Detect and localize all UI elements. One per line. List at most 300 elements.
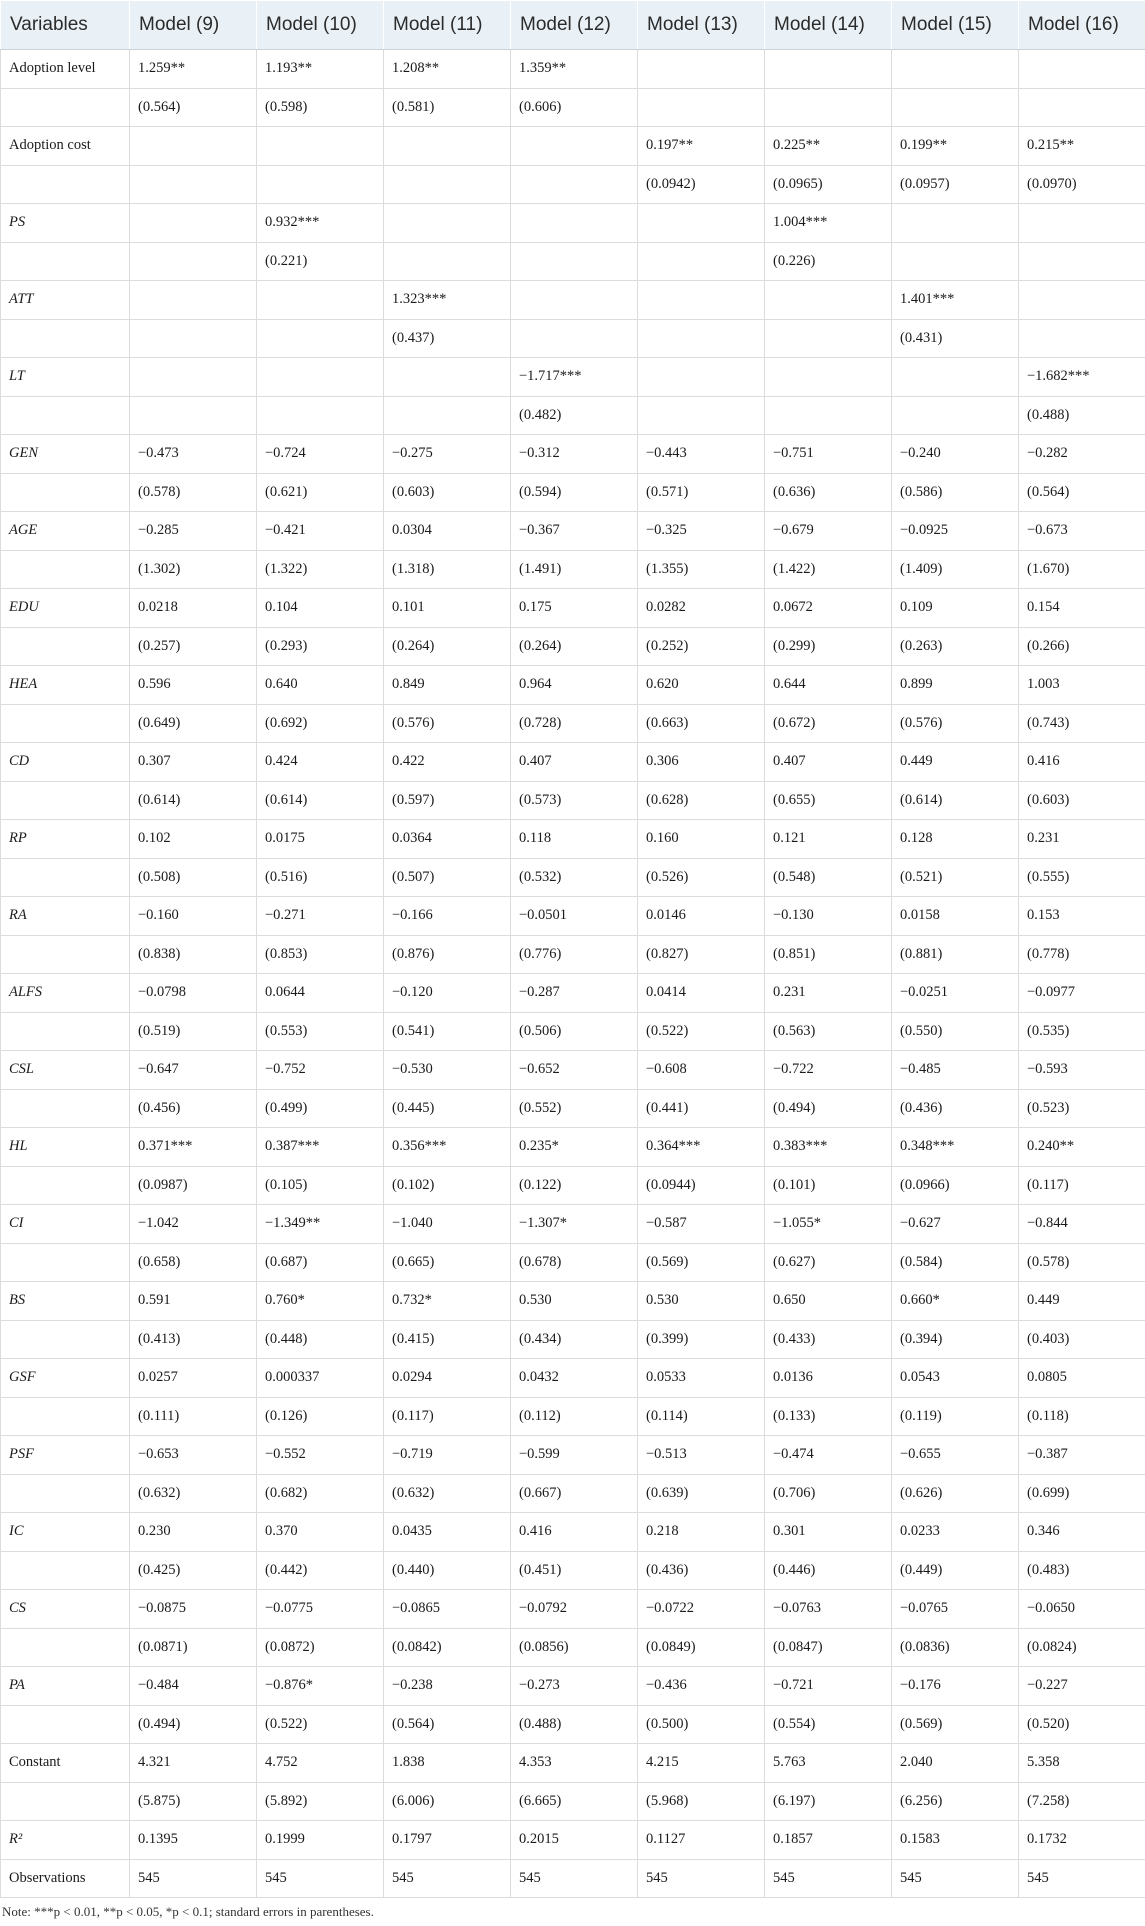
- variable-name-cell: PSF: [1, 1436, 130, 1475]
- value-cell-model-14: −0.0763: [765, 1590, 892, 1629]
- value-cell-model-12: (0.594): [511, 473, 638, 512]
- value-cell-model-15: (0.584): [892, 1243, 1019, 1282]
- value-cell-model-14: (0.101): [765, 1166, 892, 1205]
- column-header-variables: Variables: [1, 1, 130, 50]
- value-cell-model-16: 0.416: [1019, 743, 1145, 782]
- value-cell-model-14: 0.407: [765, 743, 892, 782]
- value-cell-model-10: (0.448): [257, 1320, 384, 1359]
- table-row: [1, 1320, 1145, 1359]
- value-cell-model-9: −0.473: [130, 435, 257, 474]
- value-cell-model-12: 0.2015: [511, 1821, 638, 1860]
- table-body: [1, 50, 1145, 1898]
- value-cell-model-15: −0.485: [892, 1051, 1019, 1090]
- value-cell-model-15: 0.660*: [892, 1282, 1019, 1321]
- value-cell-model-16: (0.118): [1019, 1397, 1145, 1436]
- variable-name-cell: [1, 473, 130, 512]
- value-cell-model-15: 0.0158: [892, 897, 1019, 936]
- value-cell-model-13: (0.628): [638, 781, 765, 820]
- table-row: [1, 1628, 1145, 1667]
- value-cell-model-13: (0.522): [638, 1012, 765, 1051]
- value-cell-model-9: (0.564): [130, 88, 257, 127]
- variable-name-cell: CI: [1, 1205, 130, 1244]
- value-cell-model-16: 0.215**: [1019, 127, 1145, 166]
- value-cell-model-10: (0.221): [257, 242, 384, 281]
- table-row: [1, 1705, 1145, 1744]
- variable-name-cell: ALFS: [1, 974, 130, 1013]
- variable-name-cell: LT: [1, 358, 130, 397]
- value-cell-model-15: (0.0957): [892, 165, 1019, 204]
- value-cell-model-12: 1.359**: [511, 50, 638, 89]
- variable-name-cell: [1, 1551, 130, 1590]
- value-cell-model-14: 5.763: [765, 1744, 892, 1783]
- value-cell-model-14: −1.055*: [765, 1205, 892, 1244]
- value-cell-model-13: (0.663): [638, 704, 765, 743]
- table-row: [1, 88, 1145, 127]
- value-cell-model-11: (0.564): [384, 1705, 511, 1744]
- value-cell-model-9: (0.519): [130, 1012, 257, 1051]
- value-cell-model-13: [638, 396, 765, 435]
- value-cell-model-14: −0.722: [765, 1051, 892, 1090]
- table-row: [1, 1282, 1145, 1321]
- value-cell-model-9: (0.456): [130, 1089, 257, 1128]
- value-cell-model-14: 0.644: [765, 666, 892, 705]
- value-cell-model-11: −0.0865: [384, 1590, 511, 1629]
- value-cell-model-14: −0.721: [765, 1667, 892, 1706]
- value-cell-model-12: [511, 242, 638, 281]
- value-cell-model-16: (7.258): [1019, 1782, 1145, 1821]
- value-cell-model-9: 0.596: [130, 666, 257, 705]
- variable-name-cell: Observations: [1, 1859, 130, 1898]
- value-cell-model-16: (0.743): [1019, 704, 1145, 743]
- value-cell-model-9: [130, 319, 257, 358]
- value-cell-model-15: 0.109: [892, 589, 1019, 628]
- value-cell-model-11: 1.323***: [384, 281, 511, 320]
- value-cell-model-14: 0.225**: [765, 127, 892, 166]
- variable-name-cell: HL: [1, 1128, 130, 1167]
- value-cell-model-12: [511, 127, 638, 166]
- value-cell-model-15: (0.263): [892, 627, 1019, 666]
- column-header-model-11: Model (11): [384, 1, 511, 50]
- value-cell-model-11: [384, 204, 511, 243]
- value-cell-model-9: [130, 165, 257, 204]
- value-cell-model-14: 545: [765, 1859, 892, 1898]
- value-cell-model-10: (0.0872): [257, 1628, 384, 1667]
- value-cell-model-13: (0.0942): [638, 165, 765, 204]
- value-cell-model-11: (0.581): [384, 88, 511, 127]
- value-cell-model-10: −0.752: [257, 1051, 384, 1090]
- value-cell-model-11: −0.719: [384, 1436, 511, 1475]
- value-cell-model-9: 0.102: [130, 820, 257, 859]
- value-cell-model-12: −1.307*: [511, 1205, 638, 1244]
- table-row: [1, 1513, 1145, 1552]
- value-cell-model-9: (0.413): [130, 1320, 257, 1359]
- value-cell-model-16: (0.699): [1019, 1474, 1145, 1513]
- value-cell-model-11: 0.1797: [384, 1821, 511, 1860]
- value-cell-model-15: (0.0836): [892, 1628, 1019, 1667]
- value-cell-model-16: (0.578): [1019, 1243, 1145, 1282]
- table-row: [1, 396, 1145, 435]
- value-cell-model-9: (0.508): [130, 858, 257, 897]
- value-cell-model-13: 0.0533: [638, 1359, 765, 1398]
- value-cell-model-15: −0.0251: [892, 974, 1019, 1013]
- value-cell-model-11: (0.665): [384, 1243, 511, 1282]
- value-cell-model-15: 545: [892, 1859, 1019, 1898]
- value-cell-model-10: (0.853): [257, 935, 384, 974]
- value-cell-model-11: 0.849: [384, 666, 511, 705]
- value-cell-model-9: (0.494): [130, 1705, 257, 1744]
- value-cell-model-10: −0.876*: [257, 1667, 384, 1706]
- value-cell-model-10: 0.760*: [257, 1282, 384, 1321]
- value-cell-model-15: −0.176: [892, 1667, 1019, 1706]
- value-cell-model-13: 0.1127: [638, 1821, 765, 1860]
- table-row: [1, 1243, 1145, 1282]
- value-cell-model-11: (0.440): [384, 1551, 511, 1590]
- variable-name-cell: BS: [1, 1282, 130, 1321]
- column-header-model-10: Model (10): [257, 1, 384, 50]
- table-row: [1, 666, 1145, 705]
- value-cell-model-14: (0.655): [765, 781, 892, 820]
- value-cell-model-16: [1019, 50, 1145, 89]
- value-cell-model-9: (0.614): [130, 781, 257, 820]
- value-cell-model-12: (0.776): [511, 935, 638, 974]
- value-cell-model-15: 0.0233: [892, 1513, 1019, 1552]
- variable-name-cell: R²: [1, 1821, 130, 1860]
- variable-name-cell: HEA: [1, 666, 130, 705]
- value-cell-model-9: [130, 281, 257, 320]
- value-cell-model-12: [511, 319, 638, 358]
- value-cell-model-15: 0.128: [892, 820, 1019, 859]
- value-cell-model-9: 0.230: [130, 1513, 257, 1552]
- variable-name-cell: [1, 1705, 130, 1744]
- value-cell-model-11: 0.356***: [384, 1128, 511, 1167]
- variable-name-cell: ATT: [1, 281, 130, 320]
- value-cell-model-13: −0.443: [638, 435, 765, 474]
- table-row: [1, 589, 1145, 628]
- variable-name-cell: Adoption cost: [1, 127, 130, 166]
- value-cell-model-14: [765, 281, 892, 320]
- value-cell-model-12: 0.416: [511, 1513, 638, 1552]
- table-row: [1, 281, 1145, 320]
- value-cell-model-14: 0.650: [765, 1282, 892, 1321]
- table-row: [1, 1128, 1145, 1167]
- value-cell-model-10: (0.614): [257, 781, 384, 820]
- value-cell-model-12: [511, 281, 638, 320]
- value-cell-model-13: (0.500): [638, 1705, 765, 1744]
- value-cell-model-12: 0.0432: [511, 1359, 638, 1398]
- value-cell-model-12: [511, 165, 638, 204]
- value-cell-model-10: 0.387***: [257, 1128, 384, 1167]
- value-cell-model-12: 0.530: [511, 1282, 638, 1321]
- value-cell-model-14: (0.0847): [765, 1628, 892, 1667]
- value-cell-model-12: (1.491): [511, 550, 638, 589]
- value-cell-model-13: −0.325: [638, 512, 765, 551]
- value-cell-model-11: −0.166: [384, 897, 511, 936]
- variable-name-cell: [1, 165, 130, 204]
- value-cell-model-13: −0.513: [638, 1436, 765, 1475]
- value-cell-model-10: 0.424: [257, 743, 384, 782]
- value-cell-model-12: −0.652: [511, 1051, 638, 1090]
- value-cell-model-13: 4.215: [638, 1744, 765, 1783]
- value-cell-model-9: −0.653: [130, 1436, 257, 1475]
- value-cell-model-11: [384, 242, 511, 281]
- value-cell-model-15: (0.881): [892, 935, 1019, 974]
- value-cell-model-13: [638, 204, 765, 243]
- value-cell-model-15: (0.431): [892, 319, 1019, 358]
- value-cell-model-12: (0.488): [511, 1705, 638, 1744]
- value-cell-model-9: 0.591: [130, 1282, 257, 1321]
- value-cell-model-14: (0.446): [765, 1551, 892, 1590]
- value-cell-model-11: (1.318): [384, 550, 511, 589]
- value-cell-model-16: 0.240**: [1019, 1128, 1145, 1167]
- value-cell-model-12: (0.573): [511, 781, 638, 820]
- value-cell-model-13: 0.160: [638, 820, 765, 859]
- value-cell-model-14: 0.0136: [765, 1359, 892, 1398]
- variable-name-cell: [1, 1012, 130, 1051]
- table-row: [1, 627, 1145, 666]
- value-cell-model-16: (0.564): [1019, 473, 1145, 512]
- value-cell-model-12: (0.532): [511, 858, 638, 897]
- value-cell-model-16: −0.844: [1019, 1205, 1145, 1244]
- table-row: [1, 358, 1145, 397]
- column-header-model-12: Model (12): [511, 1, 638, 50]
- value-cell-model-11: (0.437): [384, 319, 511, 358]
- variable-name-cell: [1, 1782, 130, 1821]
- variable-name-cell: CSL: [1, 1051, 130, 1090]
- value-cell-model-9: (0.838): [130, 935, 257, 974]
- value-cell-model-15: (0.586): [892, 473, 1019, 512]
- value-cell-model-13: [638, 50, 765, 89]
- variable-name-cell: [1, 1628, 130, 1667]
- value-cell-model-11: −0.238: [384, 1667, 511, 1706]
- value-cell-model-10: [257, 281, 384, 320]
- value-cell-model-13: −0.608: [638, 1051, 765, 1090]
- value-cell-model-12: [511, 204, 638, 243]
- table-row: [1, 1744, 1145, 1783]
- value-cell-model-11: 0.0364: [384, 820, 511, 859]
- value-cell-model-13: −0.0722: [638, 1590, 765, 1629]
- value-cell-model-9: −0.0798: [130, 974, 257, 1013]
- value-cell-model-10: [257, 127, 384, 166]
- value-cell-model-10: (0.293): [257, 627, 384, 666]
- value-cell-model-10: [257, 396, 384, 435]
- value-cell-model-14: (0.133): [765, 1397, 892, 1436]
- column-header-model-9: Model (9): [130, 1, 257, 50]
- value-cell-model-16: −0.282: [1019, 435, 1145, 474]
- value-cell-model-11: −0.275: [384, 435, 511, 474]
- value-cell-model-10: (0.522): [257, 1705, 384, 1744]
- value-cell-model-16: −0.593: [1019, 1051, 1145, 1090]
- table-row: [1, 512, 1145, 551]
- value-cell-model-16: (0.0824): [1019, 1628, 1145, 1667]
- value-cell-model-11: (0.264): [384, 627, 511, 666]
- value-cell-model-13: (5.968): [638, 1782, 765, 1821]
- value-cell-model-16: (0.483): [1019, 1551, 1145, 1590]
- value-cell-model-14: [765, 88, 892, 127]
- value-cell-model-11: 0.0294: [384, 1359, 511, 1398]
- value-cell-model-9: −0.484: [130, 1667, 257, 1706]
- value-cell-model-9: (0.257): [130, 627, 257, 666]
- value-cell-model-13: −0.436: [638, 1667, 765, 1706]
- value-cell-model-11: (6.006): [384, 1782, 511, 1821]
- value-cell-model-16: (0.555): [1019, 858, 1145, 897]
- value-cell-model-10: 0.932***: [257, 204, 384, 243]
- value-cell-model-12: (0.122): [511, 1166, 638, 1205]
- table-row: [1, 858, 1145, 897]
- value-cell-model-16: 0.154: [1019, 589, 1145, 628]
- table-row: [1, 1359, 1145, 1398]
- column-header-model-13: Model (13): [638, 1, 765, 50]
- value-cell-model-14: [765, 396, 892, 435]
- value-cell-model-15: (0.569): [892, 1705, 1019, 1744]
- value-cell-model-15: (0.0966): [892, 1166, 1019, 1205]
- value-cell-model-11: −1.040: [384, 1205, 511, 1244]
- value-cell-model-11: 1.838: [384, 1744, 511, 1783]
- table-row: [1, 50, 1145, 89]
- table-row: [1, 1782, 1145, 1821]
- variable-name-cell: [1, 242, 130, 281]
- value-cell-model-10: (0.516): [257, 858, 384, 897]
- value-cell-model-16: 0.153: [1019, 897, 1145, 936]
- value-cell-model-9: (0.111): [130, 1397, 257, 1436]
- variable-name-cell: AGE: [1, 512, 130, 551]
- value-cell-model-10: (0.105): [257, 1166, 384, 1205]
- value-cell-model-15: −0.0765: [892, 1590, 1019, 1629]
- value-cell-model-16: [1019, 281, 1145, 320]
- value-cell-model-13: 545: [638, 1859, 765, 1898]
- value-cell-model-16: −0.227: [1019, 1667, 1145, 1706]
- value-cell-model-15: 1.401***: [892, 281, 1019, 320]
- value-cell-model-16: (0.488): [1019, 396, 1145, 435]
- value-cell-model-13: (0.0944): [638, 1166, 765, 1205]
- value-cell-model-10: (0.692): [257, 704, 384, 743]
- value-cell-model-12: −1.717***: [511, 358, 638, 397]
- value-cell-model-15: (6.256): [892, 1782, 1019, 1821]
- table-row: [1, 1089, 1145, 1128]
- value-cell-model-15: (0.576): [892, 704, 1019, 743]
- value-cell-model-12: (0.434): [511, 1320, 638, 1359]
- table-row: [1, 743, 1145, 782]
- value-cell-model-9: 0.1395: [130, 1821, 257, 1860]
- value-cell-model-11: (0.632): [384, 1474, 511, 1513]
- value-cell-model-14: (0.851): [765, 935, 892, 974]
- value-cell-model-10: 0.0644: [257, 974, 384, 1013]
- column-header-model-16: Model (16): [1019, 1, 1145, 50]
- value-cell-model-9: [130, 396, 257, 435]
- value-cell-model-9: (0.578): [130, 473, 257, 512]
- table-row: [1, 1051, 1145, 1090]
- value-cell-model-13: [638, 88, 765, 127]
- variable-name-cell: [1, 1474, 130, 1513]
- value-cell-model-11: [384, 396, 511, 435]
- table-row: [1, 1859, 1145, 1898]
- table-row: [1, 935, 1145, 974]
- value-cell-model-10: 4.752: [257, 1744, 384, 1783]
- value-cell-model-13: (0.0849): [638, 1628, 765, 1667]
- value-cell-model-9: −0.285: [130, 512, 257, 551]
- value-cell-model-15: (0.626): [892, 1474, 1019, 1513]
- value-cell-model-12: −0.599: [511, 1436, 638, 1475]
- value-cell-model-12: (0.728): [511, 704, 638, 743]
- table-row: [1, 242, 1145, 281]
- value-cell-model-16: (1.670): [1019, 550, 1145, 589]
- variable-name-cell: [1, 1320, 130, 1359]
- value-cell-model-10: (0.126): [257, 1397, 384, 1436]
- value-cell-model-11: −0.530: [384, 1051, 511, 1090]
- value-cell-model-14: (0.548): [765, 858, 892, 897]
- value-cell-model-15: [892, 204, 1019, 243]
- table-row: [1, 781, 1145, 820]
- value-cell-model-12: (0.606): [511, 88, 638, 127]
- value-cell-model-15: [892, 396, 1019, 435]
- table-row: [1, 550, 1145, 589]
- value-cell-model-9: −1.042: [130, 1205, 257, 1244]
- value-cell-model-15: 0.199**: [892, 127, 1019, 166]
- value-cell-model-9: (1.302): [130, 550, 257, 589]
- value-cell-model-9: [130, 242, 257, 281]
- value-cell-model-10: 545: [257, 1859, 384, 1898]
- value-cell-model-12: (0.0856): [511, 1628, 638, 1667]
- value-cell-model-13: (0.827): [638, 935, 765, 974]
- variable-name-cell: [1, 550, 130, 589]
- value-cell-model-9: (5.875): [130, 1782, 257, 1821]
- header-row: [1, 1, 1145, 50]
- variable-name-cell: [1, 396, 130, 435]
- value-cell-model-16: −0.0650: [1019, 1590, 1145, 1629]
- value-cell-model-14: (0.226): [765, 242, 892, 281]
- value-cell-model-15: 0.0543: [892, 1359, 1019, 1398]
- value-cell-model-9: (0.649): [130, 704, 257, 743]
- value-cell-model-10: −0.271: [257, 897, 384, 936]
- value-cell-model-16: (0.520): [1019, 1705, 1145, 1744]
- value-cell-model-15: (0.614): [892, 781, 1019, 820]
- value-cell-model-16: (0.603): [1019, 781, 1145, 820]
- value-cell-model-9: (0.425): [130, 1551, 257, 1590]
- variable-name-cell: EDU: [1, 589, 130, 628]
- variable-name-cell: [1, 88, 130, 127]
- value-cell-model-15: [892, 88, 1019, 127]
- variable-name-cell: Constant: [1, 1744, 130, 1783]
- value-cell-model-9: (0.632): [130, 1474, 257, 1513]
- value-cell-model-10: (1.322): [257, 550, 384, 589]
- value-cell-model-13: 0.530: [638, 1282, 765, 1321]
- value-cell-model-16: (0.117): [1019, 1166, 1145, 1205]
- variable-name-cell: [1, 935, 130, 974]
- value-cell-model-14: −0.130: [765, 897, 892, 936]
- table-note: Note: ***p < 0.01, **p < 0.05, *p < 0.1; standard errors in parentheses.: [0, 1898, 1145, 1926]
- value-cell-model-9: 0.0218: [130, 589, 257, 628]
- value-cell-model-12: (0.506): [511, 1012, 638, 1051]
- variable-name-cell: [1, 1243, 130, 1282]
- value-cell-model-11: (0.445): [384, 1089, 511, 1128]
- variable-name-cell: [1, 319, 130, 358]
- value-cell-model-13: (0.114): [638, 1397, 765, 1436]
- value-cell-model-11: (0.541): [384, 1012, 511, 1051]
- value-cell-model-13: [638, 242, 765, 281]
- value-cell-model-12: (0.678): [511, 1243, 638, 1282]
- value-cell-model-9: 1.259**: [130, 50, 257, 89]
- value-cell-model-16: −0.0977: [1019, 974, 1145, 1013]
- value-cell-model-16: 5.358: [1019, 1744, 1145, 1783]
- value-cell-model-14: (0.0965): [765, 165, 892, 204]
- value-cell-model-15: (0.394): [892, 1320, 1019, 1359]
- value-cell-model-12: (0.552): [511, 1089, 638, 1128]
- value-cell-model-14: −0.751: [765, 435, 892, 474]
- variable-name-cell: GEN: [1, 435, 130, 474]
- value-cell-model-14: (0.494): [765, 1089, 892, 1128]
- value-cell-model-14: [765, 50, 892, 89]
- value-cell-model-10: [257, 165, 384, 204]
- value-cell-model-13: −0.587: [638, 1205, 765, 1244]
